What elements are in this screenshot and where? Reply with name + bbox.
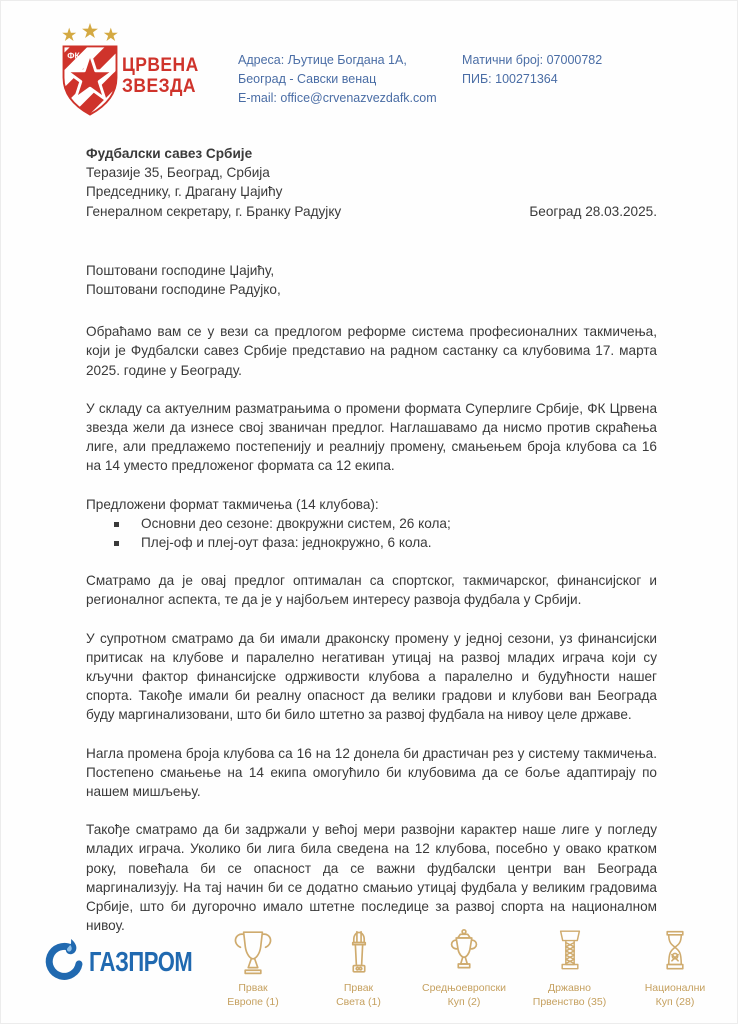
club-registry-block	[462, 51, 602, 89]
gazprom-flame-icon	[43, 937, 87, 987]
trophy-row	[201, 925, 727, 1009]
trophy-label: Првак Света (1)	[336, 982, 381, 1008]
list-item-text: Основни део сезоне: двокружни систем, 26 кола;	[141, 515, 451, 531]
list-item	[86, 533, 657, 552]
proposed-format-list	[86, 495, 657, 553]
world-cup-trophy-icon	[307, 925, 411, 977]
list-intro: Предложени формат такмичења (14 клубова):	[86, 496, 379, 512]
recipient-block	[86, 144, 657, 221]
letter-footer	[1, 925, 737, 1017]
list-item	[86, 514, 657, 533]
club-crest	[55, 23, 125, 124]
paragraph-youth-development: Такође сматрамо да би задржали у већој мери развојни карактер наше лиге у погледу младих играча. Уколико би лига била сведена на 12 клубова, посебно у овако кратком року, повећала би се опасност да се важни фудбалски центри ван Београда маргинализују. На тај начин би се додатно смањио утицај фудбала у великим градовима Србије, што би дугорочно имало штетне последице за развој спорта на националном нивоу.	[86, 822, 657, 934]
mitropa-cup-trophy-icon	[412, 925, 516, 977]
trophy-label: Национални Куп (28)	[644, 982, 706, 1008]
email-line: E-mail: office@crvenazvezdafk.com	[238, 91, 437, 105]
bullet-icon	[114, 522, 119, 527]
championship-trophy-icon	[518, 925, 622, 977]
sponsor-name: ГАЗПРОМ	[89, 945, 193, 978]
registration-number: Матични број: 07000782	[462, 53, 603, 67]
trophy-national-cup	[623, 925, 727, 1009]
club-address-block	[238, 51, 437, 108]
address-line2: Београд - Савски венац	[238, 72, 377, 86]
paragraph-intro: Обраћамо вам се у вези са предлогом реформе система професионалних такмичења, који је Фудбалски савез Србије представио на радном састанку са клубовима 17. марта 2025. године у Београду.	[86, 324, 657, 378]
paragraph-optimal: Сматрамо да је овај предлог оптималан са спортског, такмичарског, финансијског и регионалног аспекта, те да је у најбољем интересу развоја фудбала у Србији.	[86, 573, 657, 608]
trophy-label: Првак Европе (1)	[227, 982, 279, 1008]
trophy-label: Средњоевропски Куп (2)	[421, 982, 507, 1008]
salutation-line1: Поштовани господине Џајићу,	[86, 262, 275, 278]
tax-id: ПИБ: 100271364	[462, 72, 558, 86]
trophy-mitropa-cup	[412, 925, 516, 1009]
bullet-icon	[114, 541, 119, 546]
trophy-label: Државно Првенство (35)	[532, 982, 607, 1008]
paragraph-proposal: У складу са актуелним разматрањима о промени формата Суперлиге Србије, ФК Црвена звезда жели да изнесе свој званичан предлог. Наглашавамо да нисмо против скраћења лиге, али предлажемо постепенију и реалнију промену, смањењем броја клубова са 16 на 14 уместо предложеног формата са 12 екипа.	[86, 400, 657, 474]
club-wordmark	[122, 55, 199, 97]
letter-body	[86, 144, 657, 955]
sponsor-logo	[43, 937, 206, 987]
recipient-organization: Фудбалски савез Србије	[86, 146, 253, 161]
club-name-line2: ЗВЕЗДА	[122, 76, 197, 97]
crvena-zvezda-crest-icon	[55, 23, 125, 119]
paragraph-gradual-change: Нагла промена броја клубова са 16 на 12 донела би драстичан рез у систему такмичења. Постепено смањење на 14 екипа омогућило би клубовима да се боље адаптирају по нашем мишљењу.	[86, 745, 657, 800]
recipient-address: Теразије 35, Београд, Србија	[86, 165, 270, 181]
trophy-world-cup	[307, 925, 411, 1009]
gold-stars-icon	[62, 23, 118, 41]
club-name-line1: ЦРВЕНА	[122, 55, 199, 76]
place-and-date: Београд 28.03.2025.	[529, 203, 657, 219]
salutation-block	[86, 261, 657, 299]
address-line1: Адреса: Љутице Богдана 1А,	[238, 53, 407, 67]
trophy-championship	[518, 925, 622, 1009]
trophy-european-cup	[201, 925, 305, 1009]
national-cup-trophy-icon	[623, 925, 727, 977]
european-cup-trophy-icon	[201, 925, 305, 977]
salutation-line2: Поштовани господине Радујко,	[86, 282, 281, 298]
letterhead	[1, 23, 737, 123]
crest-fk-label: ФК	[67, 50, 80, 61]
recipient-president-line: Председнику, г. Драгану Џајићу	[86, 184, 283, 200]
paragraph-risks: У супротном сматрамо да би имали драконску промену у једној сезони, уз финансијски притисак на клубове и паралелно негативан утицај на развој младих играча који су кључни фактор финансијске одрживости клубова а паралелно и будућности нашег спорта. Такође имали би реалну опасност да велики градови и клубови ван Београда буду маргинализовани, што би било штетно за развој фудбала на нивоу целе државе.	[86, 630, 657, 723]
recipient-secretary-line: Генералном секретару, г. Бранку Радујку	[86, 203, 342, 219]
list-item-text: Плеј-оф и плеј-оут фаза: једнокружно, 6 кола.	[141, 535, 432, 551]
